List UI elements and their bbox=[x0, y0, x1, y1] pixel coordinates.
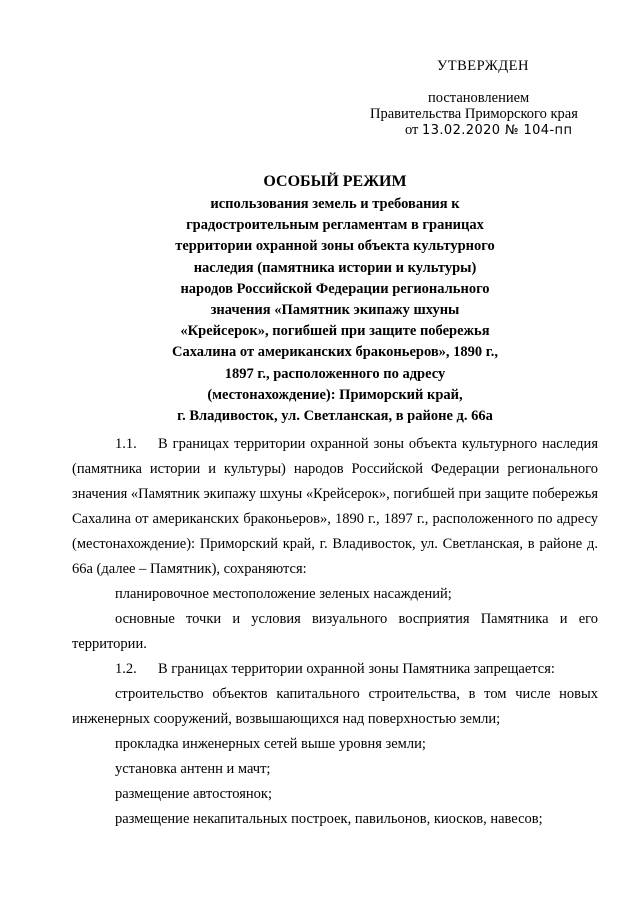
list-item: размещение автостоянок; bbox=[115, 786, 272, 802]
list-item: основные точки и условия визуального восприятия Памятника и его территории. bbox=[72, 611, 598, 652]
title-line: г. Владивосток, ул. Светланская, в районе д. 66а bbox=[177, 408, 493, 425]
title-line: использования земель и требования к bbox=[210, 196, 460, 212]
title-main: ОСОБЫЙ РЕЖИМ bbox=[263, 173, 407, 190]
paragraph-1-2 bbox=[72, 657, 598, 682]
title-line: градостроительным регламентам в границах bbox=[186, 217, 484, 234]
approval-line-government: Правительства Приморского края bbox=[370, 106, 578, 122]
document-body bbox=[72, 432, 598, 832]
approval-date-prefix: от bbox=[405, 122, 419, 138]
paragraph-number: 1.1. bbox=[115, 436, 137, 452]
paragraph-text: В границах территории охранной зоны Памятника запрещается: bbox=[158, 661, 555, 677]
title-line: 1897 г., расположенного по адресу bbox=[224, 365, 446, 382]
approval-line-resolution: постановлением bbox=[428, 90, 530, 106]
paragraph-1-1 bbox=[72, 432, 598, 582]
title-line: территории охранной зоны объекта культурного bbox=[175, 238, 495, 255]
title-line: Сахалина от американских браконьеров», 1890 г., bbox=[172, 344, 498, 361]
list-item: размещение некапитальных построек, павильонов, киосков, навесов; bbox=[115, 811, 543, 827]
title-line: наследия (памятника истории и культуры) bbox=[193, 259, 477, 276]
paragraph-number: 1.2. bbox=[115, 661, 137, 677]
paragraph-text: В границах территории охранной зоны объекта культурного наследия (памятника истории и культуры) народов Российской Федерации регионального значения «Памятник экипажу шхуны «Крейсерок», погибшей при защите побережья Сахалина от американских браконьеров», 1890 г., 1897 г., расположенного по адресу (местонахождение): Приморский край, г. Владивосток, ул. Светланская, в районе д. 66а (далее – Памятник), сохраняются: bbox=[72, 436, 598, 577]
title-line: значения «Памятник экипажу шхуны bbox=[210, 302, 460, 319]
approval-date-number: 13.02.2020 № 104-пп bbox=[422, 123, 573, 138]
document-title bbox=[100, 170, 570, 427]
approval-line-date bbox=[405, 122, 572, 139]
title-line: (местонахождение): Приморский край, bbox=[207, 386, 463, 403]
list-item: установка антенн и мачт; bbox=[115, 761, 271, 777]
title-line: народов Российской Федерации регионального bbox=[180, 280, 490, 297]
list-item: планировочное местоположение зеленых насаждений; bbox=[115, 586, 452, 602]
title-line: «Крейсерок», погибшей при защите побережья bbox=[180, 323, 490, 340]
list-item: прокладка инженерных сетей выше уровня земли; bbox=[115, 736, 426, 752]
list-item: строительство объектов капитального строительства, в том числе новых инженерных сооружений, возвышающихся над поверхностью земли; bbox=[72, 686, 598, 727]
approval-title: УТВЕРЖДЕН bbox=[437, 58, 529, 74]
